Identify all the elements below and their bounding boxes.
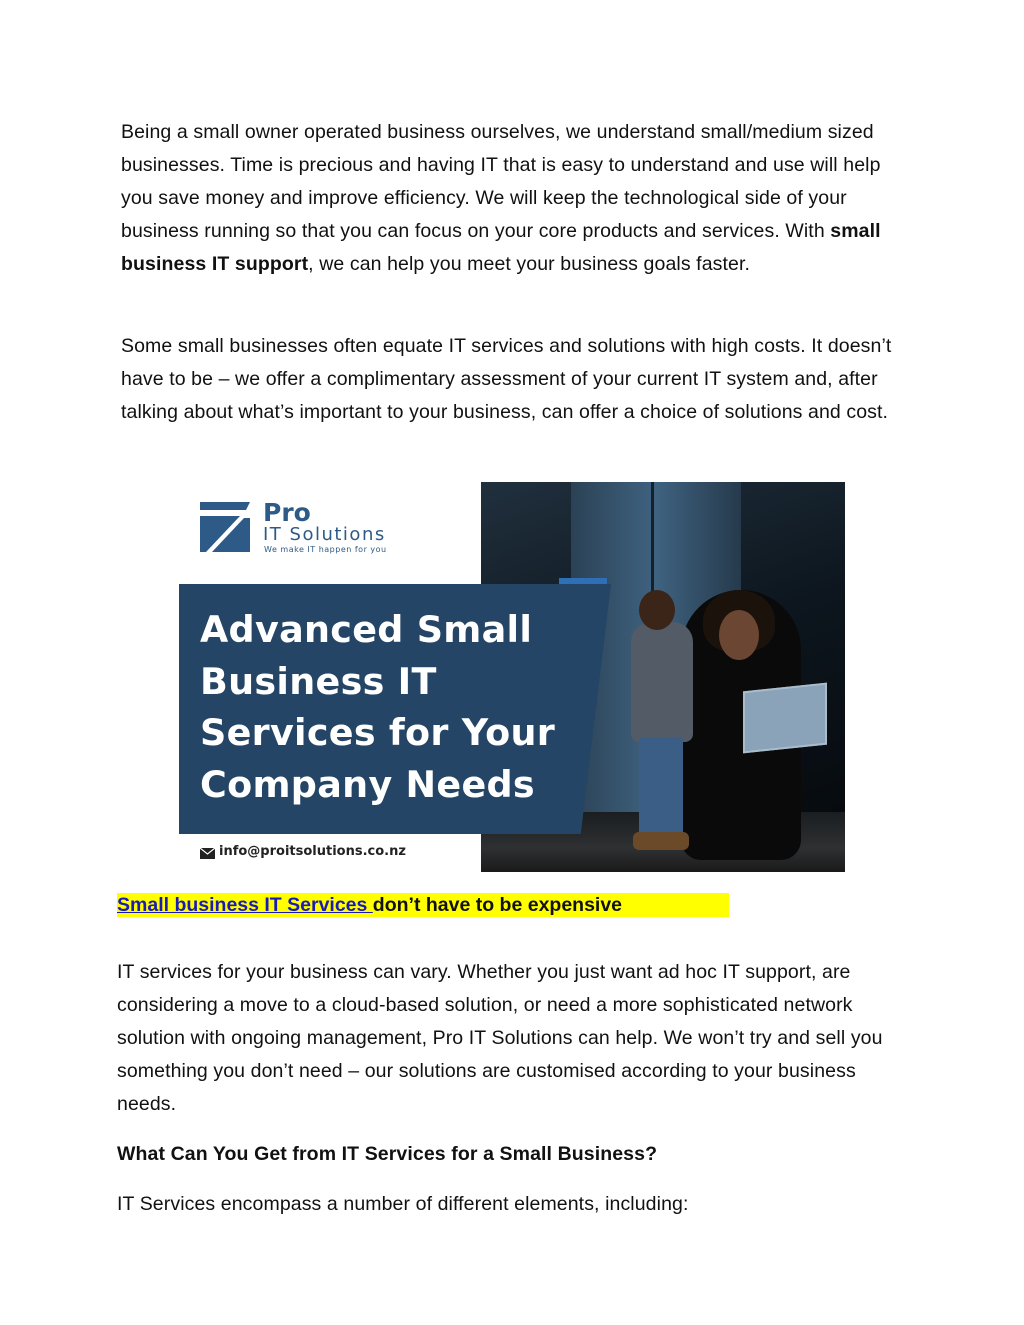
logo-name-text: IT Solutions [263,524,386,545]
accent-stripe [559,578,607,584]
pro-it-logo-icon [200,502,250,552]
banner-email: info@proitsolutions.co.nz [219,844,406,859]
costs-paragraph: Some small businesses often equate IT services and solutions with high costs. It doesn’t have to be – we offer a complimentary assessment of your current IT system and, after talking about what’s important to your business, can offer a choice of solutions and cost. [121,335,892,423]
expense-heading [117,893,729,917]
mail-icon [200,848,215,859]
intro-text-end: , we can help you meet your business goals faster. [308,253,750,275]
laptop [743,683,827,754]
intro-text: Being a small owner operated business ourselves, we understand small/medium sized businesses. Time is precious and having IT that is easy to understand and use will help you save money and improve efficiency. We will keep the technological side of your business running so that you can focus on your core products and services. With [121,121,881,242]
child-shoes [633,832,689,850]
banner-headline: Advanced Small Business IT Services for Your Company Needs [200,608,556,806]
logo-tagline: We make IT happen for you [264,545,387,554]
intro-bold-phrase: small business IT support [121,220,881,275]
logo-pro-text: Pro [263,498,311,527]
services-paragraph: IT services for your business can vary. Whether you just want ad hoc IT support, are considering a move to a cloud-based solution, or need a more sophisticated network solution with ongoing management, Pro IT Solutions can help. We won’t try and sell you something you don’t need – our solutions are customised according to your business needs. [117,961,883,1115]
child-head [639,590,675,630]
expense-heading-text: don’t have to be expensive [372,894,623,916]
small-business-it-services-link[interactable]: Small business IT Services [117,894,373,916]
woman-face [719,610,759,660]
what-can-you-get-heading: What Can You Get from IT Services for a Small Business? [117,1143,658,1165]
child-legs [639,737,683,837]
banner-image [179,482,845,872]
elements-paragraph: IT Services encompass a number of different elements, including: [117,1193,689,1215]
intro-paragraph [121,116,911,281]
child-figure [631,622,693,742]
